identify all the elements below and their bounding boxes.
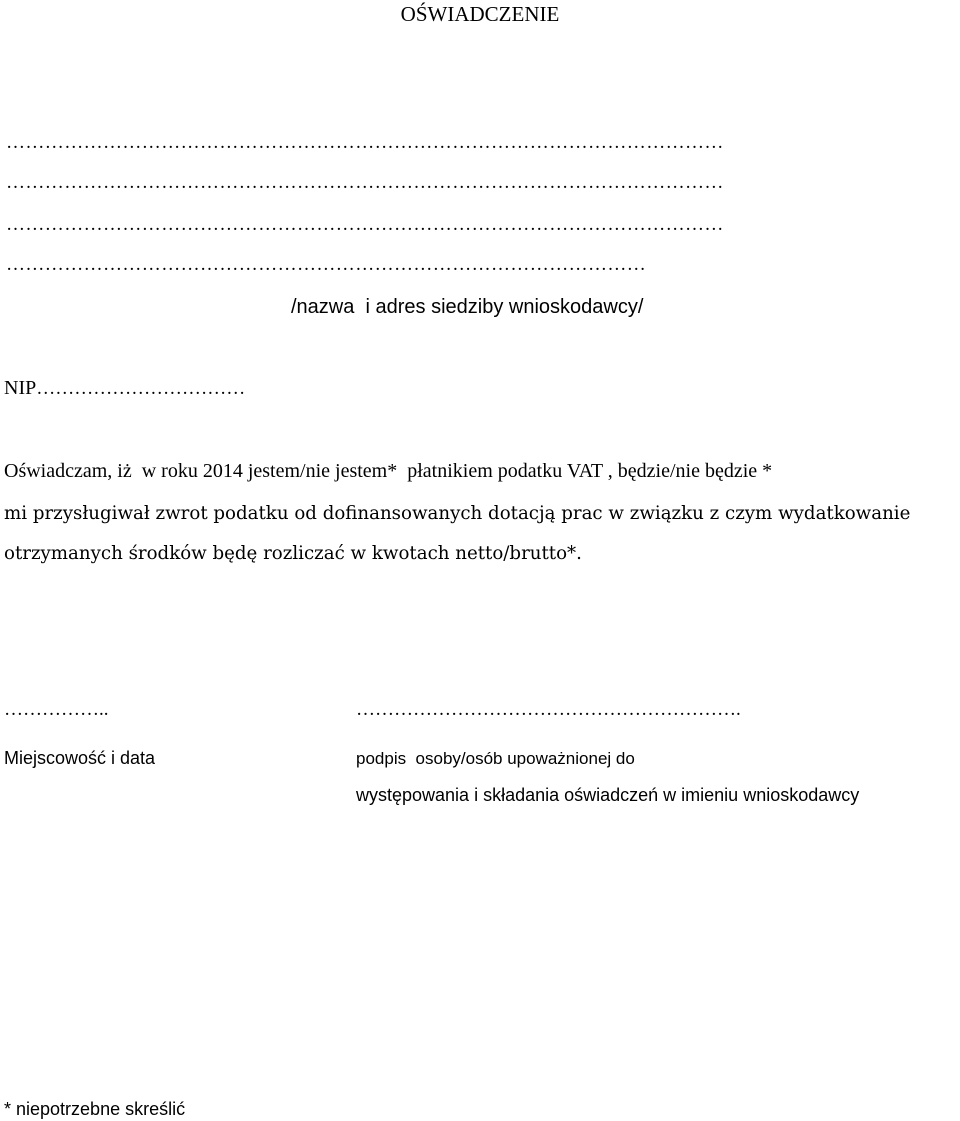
document-title: OŚWIADCZENIE [400,2,560,26]
place-date-dots: …………….. [4,699,109,720]
address-line-1: ………………………………………………………………………………………………… [6,132,724,153]
nip-dots: …………………………… [36,378,246,399]
statement-line-3: otrzymanych środków będę rozliczać w kwotach netto/brutto*. [4,543,582,564]
place-date-label: Miejscowość i data [4,748,156,768]
address-line-2: ………………………………………………………………………………………………… [6,172,724,193]
signature-dots: ……………………………………………………. [356,699,741,720]
nip-field [4,378,245,398]
signature-caption-line-2: występowania i składania oświadczeń w imieniu wnioskodawcy [356,785,860,805]
signature-caption-line-1: podpis osoby/osób upoważnionej do [356,749,635,768]
address-line-4: ……………………………………………………………………………………… [6,254,647,275]
nip-label: NIP [4,377,37,399]
statement-line-2: mi przysługiwał zwrot podatku od dofinansowanych dotacją prac w związku z czym wydatkowanie [4,503,911,524]
name-address-caption: /nazwa i adres siedziby wnioskodawcy/ [291,296,644,318]
statement-line-1: Oświadczam, iż w roku 2014 jestem/nie jestem* płatnikiem podatku VAT , będzie/nie będzie * [4,460,773,482]
footnote: * niepotrzebne skreślić [4,1099,186,1119]
address-line-3: ………………………………………………………………………………………………… [6,214,724,235]
